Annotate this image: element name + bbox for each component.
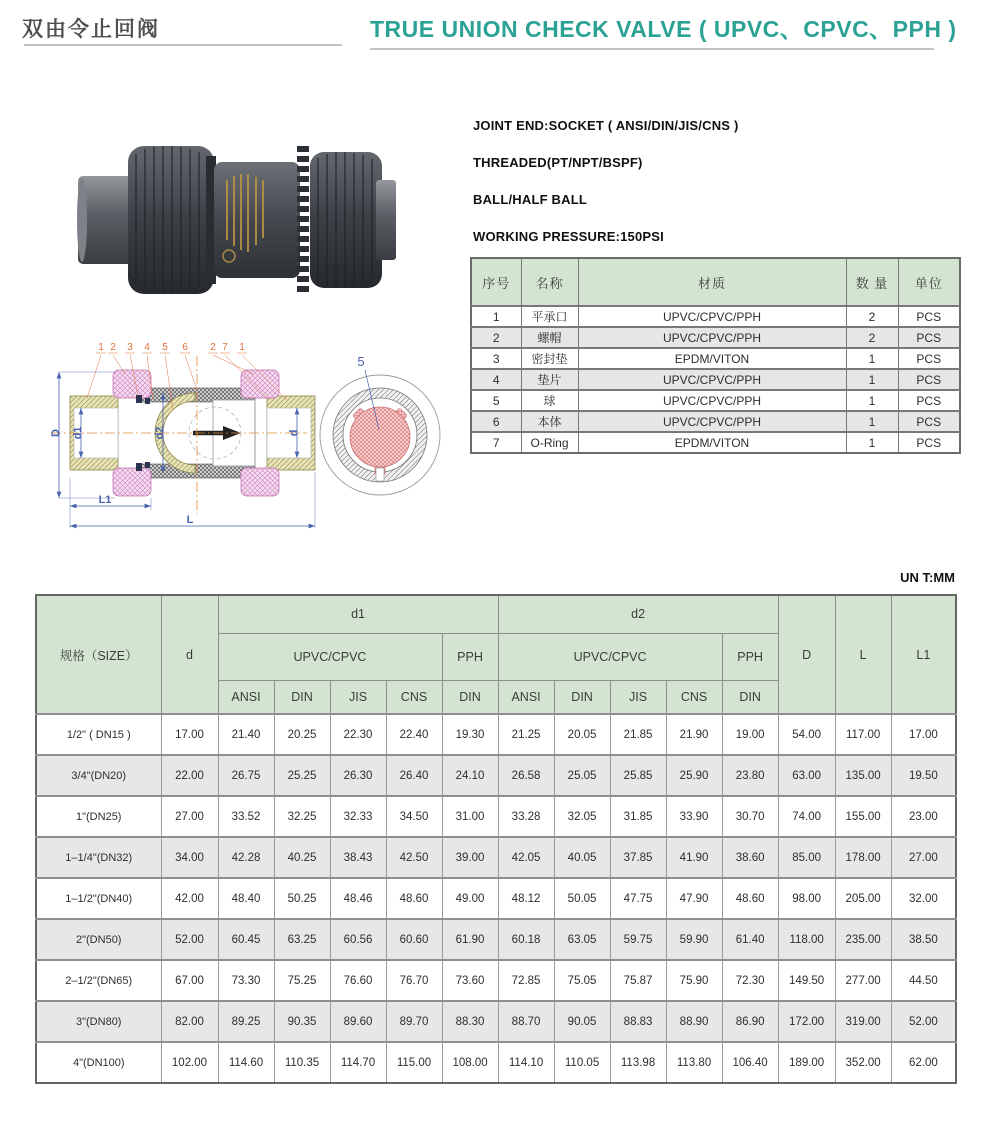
table-cell: EPDM/VITON: [578, 348, 846, 369]
page-title-english: TRUE UNION CHECK VALVE ( UPVC、CPVC、PPH ): [370, 16, 957, 42]
valve-right-union-nut: [310, 152, 382, 288]
table-cell: 23.00: [891, 796, 956, 837]
table-cell: 1: [846, 348, 898, 369]
table-cell: 54.00: [778, 714, 835, 755]
table-cell: 319.00: [835, 1001, 891, 1042]
dimension-table: [35, 594, 957, 1084]
table-cell: 106.40: [722, 1042, 778, 1083]
table-cell: 89.25: [218, 1001, 274, 1042]
table-cell: 33.90: [666, 796, 722, 837]
table-cell: 1"(DN25): [36, 796, 161, 837]
callout-2b: 2: [210, 342, 216, 353]
table-cell: 75.87: [610, 960, 666, 1001]
table-cell: 42.28: [218, 837, 274, 878]
table-cell: 22.00: [161, 755, 218, 796]
table-cell: 52.00: [161, 919, 218, 960]
dim-label-d2: d2: [154, 426, 166, 440]
table-cell: 60.45: [218, 919, 274, 960]
table-cell: 88.83: [610, 1001, 666, 1042]
table-cell: 75.25: [274, 960, 330, 1001]
table-cell: 4: [471, 369, 521, 390]
table-cell: 2: [846, 306, 898, 327]
table-cell: 90.35: [274, 1001, 330, 1042]
table-cell: 48.60: [722, 878, 778, 919]
table-cell: 26.40: [386, 755, 442, 796]
table-cell: PCS: [898, 306, 960, 327]
table-cell: 88.30: [442, 1001, 498, 1042]
column-header-standard: ANSI: [498, 680, 554, 714]
table-row: [471, 348, 960, 369]
table-cell: 32.25: [274, 796, 330, 837]
table-cell: 44.50: [891, 960, 956, 1001]
table-cell: 61.40: [722, 919, 778, 960]
table-cell: 34.00: [161, 837, 218, 878]
table-cell: 235.00: [835, 919, 891, 960]
table-cell: 178.00: [835, 837, 891, 878]
table-cell: 114.60: [218, 1042, 274, 1083]
table-cell: 球: [521, 390, 578, 411]
parts-table-header-row: [471, 258, 960, 306]
table-cell: PCS: [898, 348, 960, 369]
table-row: [36, 878, 956, 919]
column-header: 数 量: [846, 258, 898, 306]
table-cell: 118.00: [778, 919, 835, 960]
table-cell: 38.50: [891, 919, 956, 960]
valve-right-port: [376, 180, 396, 260]
table-cell: 34.50: [386, 796, 442, 837]
column-group-pph: PPH: [722, 633, 778, 680]
table-cell: 31.85: [610, 796, 666, 837]
spec-joint-end: JOINT END:SOCKET ( ANSI/DIN/JIS/CNS ): [473, 118, 739, 133]
valve-left-union-nut: [128, 146, 216, 294]
table-row: [36, 1042, 956, 1083]
product-photo: [68, 114, 400, 326]
table-row: [471, 306, 960, 327]
table-row: [36, 755, 956, 796]
table-cell: 4"(DN100): [36, 1042, 161, 1083]
table-cell: 82.00: [161, 1001, 218, 1042]
spec-threaded: THREADED(PT/NPT/BSPF): [473, 155, 643, 170]
table-cell: 27.00: [161, 796, 218, 837]
table-cell: 垫片: [521, 369, 578, 390]
table-cell: 48.12: [498, 878, 554, 919]
table-cell: 89.70: [386, 1001, 442, 1042]
table-row: [471, 369, 960, 390]
table-cell: 38.60: [722, 837, 778, 878]
column-header-L1: L1: [891, 595, 956, 714]
table-cell: 3: [471, 348, 521, 369]
table-row: [36, 960, 956, 1001]
table-cell: 67.00: [161, 960, 218, 1001]
table-cell: 2–1/2"(DN65): [36, 960, 161, 1001]
table-cell: PCS: [898, 369, 960, 390]
table-cell: 72.85: [498, 960, 554, 1001]
column-header-size: 规格（SIZE）: [36, 595, 161, 714]
table-cell: 19.00: [722, 714, 778, 755]
table-cell: 螺帽: [521, 327, 578, 348]
table-cell: 本体: [521, 411, 578, 432]
table-cell: 59.90: [666, 919, 722, 960]
table-cell: 117.00: [835, 714, 891, 755]
table-cell: 21.25: [498, 714, 554, 755]
column-group-pph: PPH: [442, 633, 498, 680]
table-cell: 205.00: [835, 878, 891, 919]
table-cell: 21.40: [218, 714, 274, 755]
table-cell: 102.00: [161, 1042, 218, 1083]
title-underline-left: [24, 44, 342, 46]
table-row: [36, 837, 956, 878]
title-underline-right: [370, 48, 934, 50]
table-cell: 22.30: [330, 714, 386, 755]
table-cell: 25.90: [666, 755, 722, 796]
table-cell: 1–1/4"(DN32): [36, 837, 161, 878]
table-cell: 42.05: [498, 837, 554, 878]
table-cell: 50.25: [274, 878, 330, 919]
table-cell: 48.40: [218, 878, 274, 919]
table-cell: 48.60: [386, 878, 442, 919]
column-group-d1: d1: [218, 595, 498, 633]
table-cell: 25.85: [610, 755, 666, 796]
table-cell: 39.00: [442, 837, 498, 878]
table-cell: 32.00: [891, 878, 956, 919]
table-cell: 60.56: [330, 919, 386, 960]
table-cell: 1: [846, 432, 898, 453]
table-cell: 2: [846, 327, 898, 348]
table-cell: 1: [471, 306, 521, 327]
table-row: [36, 714, 956, 755]
table-cell: 19.50: [891, 755, 956, 796]
table-cell: 47.75: [610, 878, 666, 919]
valve-left-port: [77, 176, 136, 264]
table-cell: 32.33: [330, 796, 386, 837]
column-header-L: L: [835, 595, 891, 714]
table-cell: 76.70: [386, 960, 442, 1001]
table-cell: 6: [471, 411, 521, 432]
table-cell: 42.00: [161, 878, 218, 919]
table-cell: 90.05: [554, 1001, 610, 1042]
table-cell: 3/4"(DN20): [36, 755, 161, 796]
callout-5: 5: [162, 342, 168, 353]
column-header-standard: CNS: [666, 680, 722, 714]
table-cell: 40.05: [554, 837, 610, 878]
callout-6: 6: [182, 342, 188, 353]
column-header-standard: DIN: [442, 680, 498, 714]
unit-note: UN T:MM: [900, 570, 955, 585]
table-cell: PCS: [898, 327, 960, 348]
dim-header-row-1: [36, 595, 956, 633]
spec-working-pressure: WORKING PRESSURE:150PSI: [473, 229, 664, 244]
table-cell: 74.00: [778, 796, 835, 837]
column-header-d: d: [161, 595, 218, 714]
callout-7: 7: [222, 342, 228, 353]
column-header-standard: DIN: [274, 680, 330, 714]
table-cell: 60.18: [498, 919, 554, 960]
table-row: [36, 796, 956, 837]
table-cell: 88.90: [666, 1001, 722, 1042]
column-group-upvc-cpvc: UPVC/CPVC: [218, 633, 442, 680]
table-cell: O-Ring: [521, 432, 578, 453]
callout-3: 3: [127, 342, 133, 353]
spec-ball: BALL/HALF BALL: [473, 192, 587, 207]
table-cell: 75.90: [666, 960, 722, 1001]
table-cell: 73.60: [442, 960, 498, 1001]
table-cell: 5: [471, 390, 521, 411]
table-cell: 115.00: [386, 1042, 442, 1083]
table-cell: 37.85: [610, 837, 666, 878]
table-cell: 38.43: [330, 837, 386, 878]
table-cell: 63.25: [274, 919, 330, 960]
table-cell: 2"(DN50): [36, 919, 161, 960]
callout-numbers: [98, 342, 245, 353]
table-cell: 1: [846, 369, 898, 390]
table-cell: 59.75: [610, 919, 666, 960]
table-cell: PCS: [898, 432, 960, 453]
table-cell: 17.00: [891, 714, 956, 755]
table-cell: 32.05: [554, 796, 610, 837]
table-cell: 277.00: [835, 960, 891, 1001]
table-cell: 62.00: [891, 1042, 956, 1083]
callout-1: 1: [98, 342, 104, 353]
table-cell: 63.00: [778, 755, 835, 796]
table-cell: 113.80: [666, 1042, 722, 1083]
table-cell: 50.05: [554, 878, 610, 919]
table-cell: 31.00: [442, 796, 498, 837]
table-cell: 76.60: [330, 960, 386, 1001]
column-header: 名称: [521, 258, 578, 306]
page-title-chinese: 双由令止回阀: [22, 18, 160, 41]
table-cell: 60.60: [386, 919, 442, 960]
column-header-D: D: [778, 595, 835, 714]
table-cell: 47.90: [666, 878, 722, 919]
column-header: 材质: [578, 258, 846, 306]
table-row: [36, 919, 956, 960]
parts-table: [470, 257, 961, 454]
column-header-standard: ANSI: [218, 680, 274, 714]
table-cell: PCS: [898, 411, 960, 432]
table-cell: 72.30: [722, 960, 778, 1001]
table-cell: 352.00: [835, 1042, 891, 1083]
column-header-standard: DIN: [554, 680, 610, 714]
spec-list: [473, 118, 739, 266]
table-cell: 22.40: [386, 714, 442, 755]
table-cell: 49.00: [442, 878, 498, 919]
section-view: [50, 342, 315, 528]
dim-label-L: L: [186, 514, 194, 526]
table-cell: 108.00: [442, 1042, 498, 1083]
dim-label-D: D: [50, 429, 62, 437]
column-header-standard: DIN: [722, 680, 778, 714]
table-cell: 19.30: [442, 714, 498, 755]
table-row: [36, 1001, 956, 1042]
table-cell: 189.00: [778, 1042, 835, 1083]
table-cell: 172.00: [778, 1001, 835, 1042]
technical-drawing: [45, 338, 465, 540]
callout-1b: 1: [239, 342, 245, 353]
table-cell: 20.05: [554, 714, 610, 755]
table-cell: 26.30: [330, 755, 386, 796]
table-cell: 密封垫: [521, 348, 578, 369]
column-group-upvc-cpvc: UPVC/CPVC: [498, 633, 722, 680]
table-cell: 33.52: [218, 796, 274, 837]
table-cell: 75.05: [554, 960, 610, 1001]
table-row: [471, 390, 960, 411]
table-cell: 21.90: [666, 714, 722, 755]
table-cell: 98.00: [778, 878, 835, 919]
table-cell: 24.10: [442, 755, 498, 796]
table-cell: 17.00: [161, 714, 218, 755]
table-cell: 1: [846, 411, 898, 432]
table-cell: 61.90: [442, 919, 498, 960]
table-cell: UPVC/CPVC/PPH: [578, 327, 846, 348]
table-cell: 26.58: [498, 755, 554, 796]
table-cell: 52.00: [891, 1001, 956, 1042]
table-cell: 3"(DN80): [36, 1001, 161, 1042]
column-header-standard: JIS: [330, 680, 386, 714]
column-header-standard: JIS: [610, 680, 666, 714]
end-view: [320, 354, 440, 495]
table-cell: PCS: [898, 390, 960, 411]
table-cell: UPVC/CPVC/PPH: [578, 306, 846, 327]
table-cell: 86.90: [722, 1001, 778, 1042]
table-row: [471, 432, 960, 453]
column-header: 单位: [898, 258, 960, 306]
table-row: [471, 411, 960, 432]
table-cell: 2: [471, 327, 521, 348]
dim-label-d: d: [288, 429, 300, 437]
dim-label-d1: d1: [72, 426, 84, 440]
table-cell: 1: [846, 390, 898, 411]
table-cell: 48.46: [330, 878, 386, 919]
table-cell: 135.00: [835, 755, 891, 796]
table-cell: 7: [471, 432, 521, 453]
column-header-standard: CNS: [386, 680, 442, 714]
table-cell: UPVC/CPVC/PPH: [578, 390, 846, 411]
table-cell: 21.85: [610, 714, 666, 755]
table-cell: 41.90: [666, 837, 722, 878]
table-cell: UPVC/CPVC/PPH: [578, 411, 846, 432]
table-cell: EPDM/VITON: [578, 432, 846, 453]
column-group-d2: d2: [498, 595, 778, 633]
table-cell: 155.00: [835, 796, 891, 837]
table-cell: 33.28: [498, 796, 554, 837]
table-cell: UPVC/CPVC/PPH: [578, 369, 846, 390]
table-row: [471, 327, 960, 348]
table-cell: 89.60: [330, 1001, 386, 1042]
table-cell: 20.25: [274, 714, 330, 755]
table-cell: 114.70: [330, 1042, 386, 1083]
table-cell: 42.50: [386, 837, 442, 878]
table-cell: 40.25: [274, 837, 330, 878]
table-cell: 110.35: [274, 1042, 330, 1083]
callout-4: 4: [144, 342, 150, 353]
table-cell: 88.70: [498, 1001, 554, 1042]
dim-label-L1: L1: [98, 494, 112, 506]
table-cell: 30.70: [722, 796, 778, 837]
table-cell: 25.25: [274, 755, 330, 796]
table-cell: 27.00: [891, 837, 956, 878]
table-cell: 113.98: [610, 1042, 666, 1083]
table-cell: 25.05: [554, 755, 610, 796]
table-cell: 73.30: [218, 960, 274, 1001]
table-cell: 1–1/2"(DN40): [36, 878, 161, 919]
table-cell: 149.50: [778, 960, 835, 1001]
table-cell: 26.75: [218, 755, 274, 796]
valve-body: [214, 162, 300, 278]
table-cell: 63.05: [554, 919, 610, 960]
table-cell: 23.80: [722, 755, 778, 796]
table-cell: 110.05: [554, 1042, 610, 1083]
table-cell: 平承口: [521, 306, 578, 327]
callout-2: 2: [110, 342, 116, 353]
column-header: 序号: [471, 258, 521, 306]
table-cell: 85.00: [778, 837, 835, 878]
table-cell: 114.10: [498, 1042, 554, 1083]
callout-5-endview: 5: [357, 354, 365, 369]
table-cell: 1/2" ( DN15 ): [36, 714, 161, 755]
